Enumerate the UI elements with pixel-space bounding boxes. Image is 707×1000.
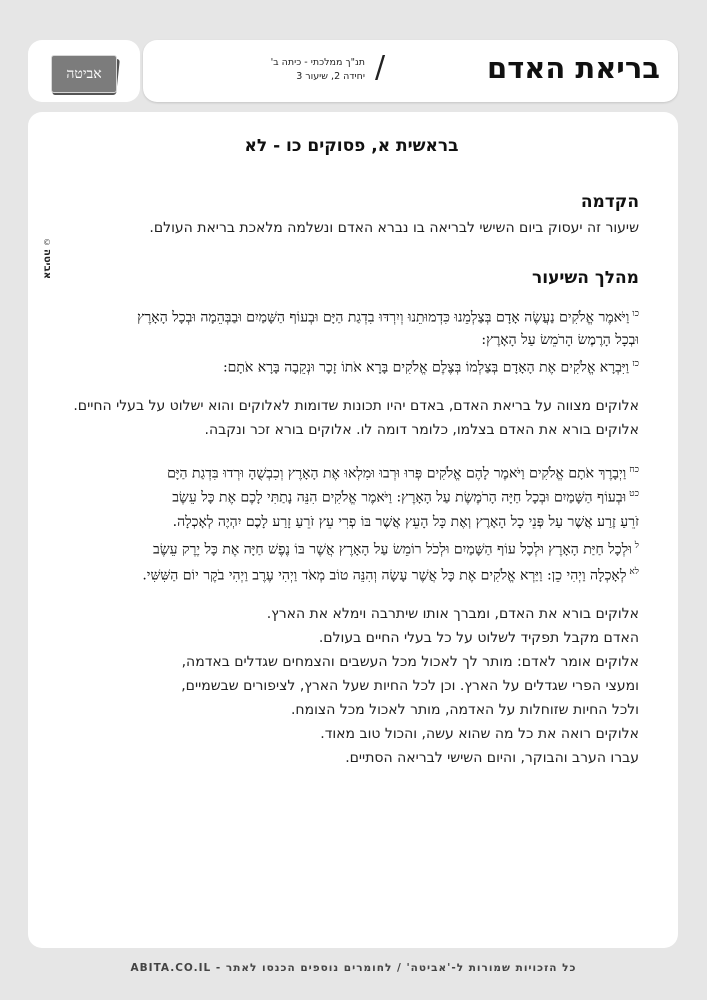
verse-line: [137, 308, 639, 327]
explanation-line: אלוקים בורא את האדם בצלמו, כלומר דומה לו. אלוקים בורא זכר ונקבה.: [204, 422, 639, 438]
explanation-line: ולכל החיות שזוחלות על האדמה, מותר לאכול מכל הצומח.: [290, 702, 639, 718]
verse-number: ל: [634, 541, 639, 551]
verse-number: כז: [632, 359, 639, 369]
abita-logo: אביטה: [51, 55, 117, 93]
verse-text: וּבְכָל הָרֶמֶשׂ הָרֹמֵשׂ עַל הָאָרֶץ:: [481, 332, 639, 348]
verse-number: לא: [629, 567, 639, 577]
explanation-line: אלוקים בורא את האדם, ומברך אותו שיתרבה וימלא את הארץ.: [266, 606, 639, 622]
title-separator: /: [375, 50, 386, 85]
source-title: בראשית א, פסוקים כו - לא: [244, 136, 459, 156]
intro-text: שיעור זה יעסוק ביום השישי לבריאה בו נברא האדם ונשלמה מלאכת בריאת העולם.: [149, 220, 639, 236]
verse-number: כו: [632, 309, 639, 319]
explanation-line: אלוקים מצווה על בריאת האדם, באדם יהיו תכונות שדומות לאלוקים והוא ישלוט על בעלי החיים.: [73, 398, 639, 414]
side-watermark: [40, 238, 54, 290]
course-label: תנ"ך ממלכתי - כיתה ב': [270, 57, 365, 68]
footer-copyright: כל הזכויות שמורות ל-'אביטה' / לחומרים נוספים הכנסו לאתר - ABITA.CO.IL: [130, 962, 577, 974]
page-title: בריאת האדם: [487, 51, 660, 85]
verse-text: וּלְכָל חַיַּת הָאָרֶץ וּלְכָל עוֹף הַשָּׁמַיִם וּלְכֹל רוֹמֵשׂ עַל הָאָרֶץ אֲשֶׁר בּוֹ נֶפֶשׁ חַיָּה אֶת כָּל יֶרֶק עֵשֶׂב: [152, 541, 632, 558]
verse-text: וַיְבָרֶךְ אֹתָם אֱלֹקִים וַיֹּאמֶר לָהֶם אֱלֹקִים פְּרוּ וּרְבוּ וּמִלְאוּ אֶת הָאָרֶץ וְכִבְשֻׁהָ וּרְדוּ בִּדְגַת הַיָּם: [167, 465, 627, 482]
verse-line: [173, 514, 639, 531]
verse-line: [481, 332, 639, 349]
copyright-symbol: ©: [43, 238, 51, 247]
explanation-line: עברו הערב והבוקר, והיום השישי לבריאה הסתיים.: [345, 750, 639, 766]
verse-line: [172, 488, 639, 507]
verse-text: וַיִּבְרָא אֱלֹקִים אֶת הָאָדָם בְּצַלְמוֹ בְּצֶלֶם אֱלֹקִים בָּרָא אֹתוֹ זָכָר וּנְקֵבָה בָּרָא אֹתָם:: [222, 359, 630, 376]
lesson-heading: מהלך השיעור: [532, 268, 639, 288]
verse-line: [142, 566, 639, 585]
verse-text: לְאָכְלָה וַיְהִי כֵן: וַיַּרְא אֱלֹקִים אֶת כָּל אֲשֶׁר עָשָׂה וְהִנֵּה טוֹב מְאֹד וַיְהִי עֶרֶב וַיְהִי בֹקֶר יוֹם הַשִּׁשִּׁי.: [142, 567, 627, 584]
side-brand-text: אביטה: [41, 249, 53, 279]
verse-text: זֹרֵעַ זֶרַע אֲשֶׁר עַל פְּנֵי כָל הָאָרֶץ וְאֶת כָּל הָעֵץ אֲשֶׁר בּוֹ פְרִי עֵץ זֹרֵעַ זָרַע לָכֶם יִהְיֶה לְאָכְלָה.: [172, 514, 639, 530]
verse-number: כח: [629, 465, 639, 475]
unit-label: יחידה 2, שיעור 3: [296, 71, 365, 82]
verse-line: [167, 464, 639, 483]
verse-line: [223, 358, 639, 377]
intro-heading: הקדמה: [580, 192, 639, 212]
explanation-line: אלוקים רואה את כל מה שהוא עשה, והכול טוב מאוד.: [320, 726, 639, 742]
verse-number: כט: [629, 489, 639, 499]
explanation-line: האדם מקבל תפקיד לשלוט על כל בעלי החיים בעולם.: [318, 630, 639, 646]
explanation-line: ומעצי הפרי שגדלים על הארץ. וכן לכל החיות שעל הארץ, לציפורים שבשמיים,: [181, 678, 639, 694]
verse-text: וּבְעוֹף הַשָּׁמַיִם וּבְכָל חַיָּה הָרֹמֶשֶׂת עַל הָאָרֶץ: וַיֹּאמֶר אֱלֹקִים הִנֵּה נָתַתִּי לָכֶם אֶת כָּל עֵשֶׂב: [172, 489, 627, 506]
lesson-info: [255, 56, 365, 84]
verse-text: וַיֹּאמֶר אֱלֹקִים נַעֲשֶׂה אָדָם בְּצַלְמֵנוּ כִּדְמוּתֵנוּ וְיִרְדּוּ בִדְגַת הַיָּם וּבְעוֹף הַשָּׁמַיִם וּבַבְּהֵמָה וּבְכָל הָאָרֶץ: [137, 309, 630, 326]
header-bar: [143, 40, 678, 102]
verse-line: [153, 540, 639, 559]
explanation-line: אלוקים אומר לאדם: מותר לך לאכול מכל העשבים והצמחים שגדלים באדמה,: [181, 654, 639, 670]
